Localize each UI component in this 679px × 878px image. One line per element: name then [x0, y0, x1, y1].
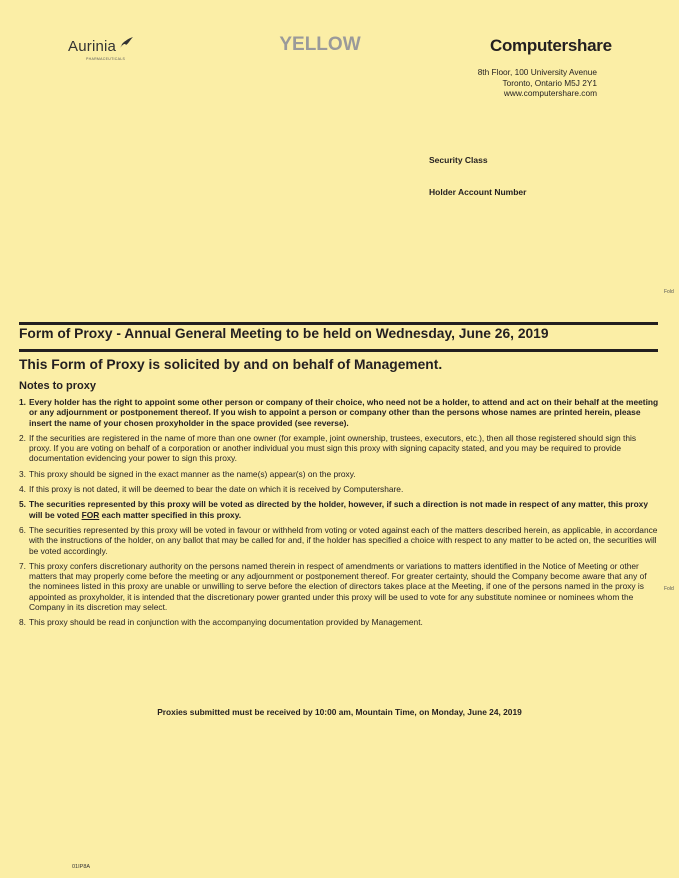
note-item: 3. This proxy should be signed in the exact manner as the name(s) appear(s) on the proxy. [19, 469, 659, 479]
note-item: 2. If the securities are registered in the name of more than one owner (for example, joint ownership, trustees, executors, etc.), then all those registered should sign this proxy. If you are voting on behalf of a corporation or another individual you must sign this proxy with signing capacity stated, and you may be required to provide documentation evidencing your power to sign this proxy. [19, 433, 659, 464]
address-line-1: 8th Floor, 100 University Avenue [477, 67, 597, 77]
holder-account-number-label: Holder Account Number [429, 187, 527, 197]
color-label: YELLOW [279, 34, 361, 55]
notes-heading: Notes to proxy [19, 380, 97, 392]
fold-mark-middle: Fold [664, 586, 674, 592]
address-line-3: www.computershare.com [503, 88, 597, 98]
security-class-label: Security Class [429, 155, 488, 165]
note-item: 8. This proxy should be read in conjunction with the accompanying documentation provided by Management. [19, 617, 659, 627]
note-text: Every holder has the right to appoint some other person or company of their choice, who need not be a holder, to attend and act on their behalf at the meeting or any adjournment or postponement thereof. If you wish to appoint a person or company other than the persons whose names are printed herein, please insert the name of your chosen proxyholder in the space provided (see reverse). [29, 397, 659, 428]
for-emphasis: FOR [81, 509, 100, 520]
title-rule-top [19, 322, 658, 325]
note-text: If the securities are registered in the name of more than one owner (for example, joint ownership, trustees, executors, etc.), then all those registered should sign this proxy. If you are voting on behalf of a corporation or another individual you must sign this proxy with signing capacity stated, and you may be required to provide documentation evidencing your power to sign this proxy. [29, 432, 637, 464]
form-title: Form of Proxy - Annual General Meeting to be held on Wednesday, June 26, 2019 [19, 326, 549, 341]
bird-icon [118, 36, 134, 50]
notes-list [19, 397, 659, 633]
form-subtitle: This Form of Proxy is solicited by and on behalf of Management. [19, 357, 443, 372]
fold-mark-top: Fold [664, 289, 674, 295]
title-rule-bottom [19, 349, 658, 352]
computershare-address [478, 67, 597, 99]
note-text: If this proxy is not dated, it will be deemed to bear the date on which it is received by Computershare. [29, 484, 404, 495]
note-text: This proxy should be read in conjunction with the accompanying documentation provided by Management. [29, 617, 423, 628]
note-item: 7. This proxy confers discretionary authority on the persons named therein in respect of amendments or variations to matters identified in the Notice of Meeting or other matters that may properly come before the meeting or any adjournment or postponement thereof. For greater certainty, should the Company become aware that any of the nominees listed in this proxy are unable or unwilling to serve before the election of directors takes place at the Meeting, if one of the persons named in the proxy is appointed as proxyholder, it is intended that the discretionary power granted under this proxy will be used to vote for any substitute nominee or nominees whom the Company in its discretion may select. [19, 561, 659, 612]
note-item: 6. The securities represented by this proxy will be voted in favour or withheld from voting or voted against each of the matters described herein, as applicable, in accordance with the instructions of the holder, on any ballot that may be called for and, if the holder has specified a choice with respect to any matter to be acted on, the securities will be voted accordingly. [19, 524, 658, 556]
note-text: This proxy confers discretionary authority on the persons named therein in respect of amendments or variations to matters identified in the Notice of Meeting or other matters that may properly come before the meeting or any adjournment or postponement thereof. For greater certainty, should the Company become aware that any of the nominees listed in this proxy are unable or unwilling to serve before the election of directors takes place at the Meeting, if one of the persons named in the proxy is appointed as proxyholder, it is intended that the discretionary power granted under this proxy will be used to vote for any substitute nominee or nominees whom the Company in its discretion may select. [29, 560, 647, 613]
note-text: This proxy should be signed in the exact manner as the name(s) appear(s) on the proxy. [29, 468, 356, 479]
note-text: The securities represented by this proxy will be voted as directed by the holder, however, if such a direction is not made in respect of any matter, this proxy will be voted FOR each matter specified in this proxy. [29, 499, 648, 520]
note-item: 1. Every holder has the right to appoint some other person or company of their choice, who need not be a holder, to attend and act on their behalf at the meeting or any adjournment or postponement thereof. If you wish to appoint a person or company other than the persons whose names are printed herein, please insert the name of your chosen proxyholder in the space provided (see reverse). [19, 397, 659, 428]
address-line-2: Toronto, Ontario M5J 2Y1 [502, 77, 597, 88]
aurinia-logo [68, 38, 148, 64]
proxy-deadline: Proxies submitted must be received by 10:00 am, Mountain Time, on Monday, June 24, 2019 [157, 707, 522, 717]
document-code: 01IP8A [72, 864, 91, 870]
aurinia-logo-text: Aurinia [68, 38, 117, 55]
aurinia-logo-subtext: PHARMACEUTICALS [86, 57, 126, 61]
computershare-logo [490, 36, 612, 56]
note-text: The securities represented by this proxy will be voted in favour or withheld from voting or voted against each of the matters described herein, as applicable, in accordance with the instructions of the holder, on any ballot that may be called for and, if the holder has specified a choice with respect to any matter to be acted on, the securities will be voted accordingly. [29, 524, 658, 556]
note-item: 5. The securities represented by this proxy will be voted as directed by the holder, however, if such a direction is not made in respect of any matter, this proxy will be voted FOR each matter specified in this proxy. [19, 499, 659, 520]
computershare-logo-text: Computershare [490, 36, 612, 55]
note-item: 4. If this proxy is not dated, it will be deemed to bear the date on which it is received by Computershare. [19, 484, 659, 494]
